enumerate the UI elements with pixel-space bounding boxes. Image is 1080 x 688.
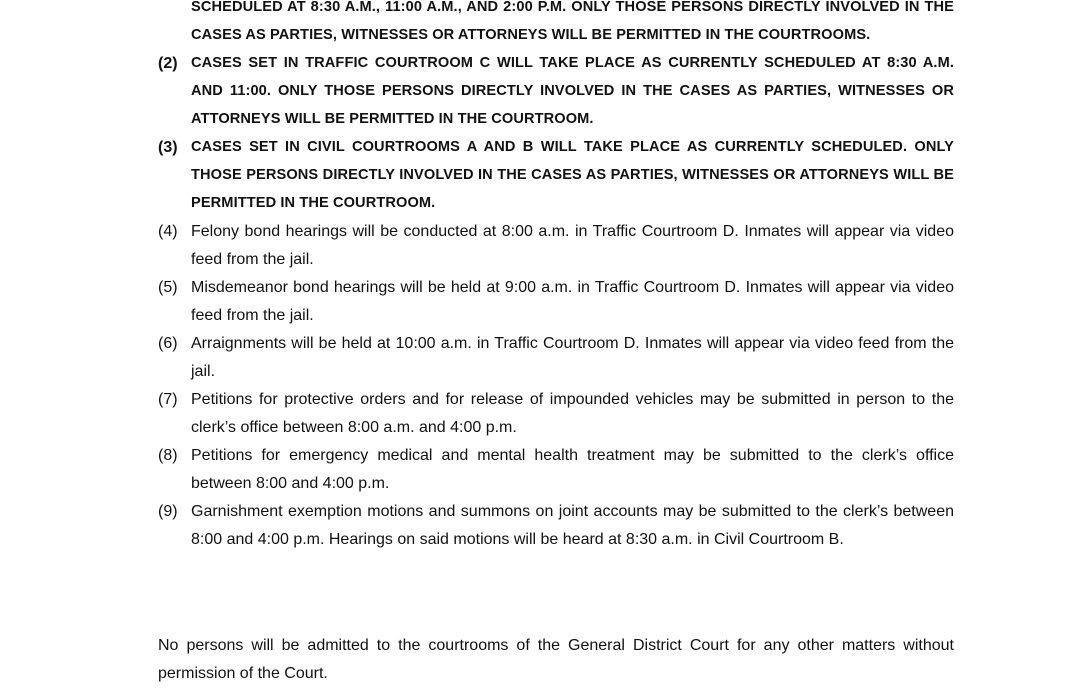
item-text: CASES SET IN TRAFFIC COURTROOM C WILL TAKE PLACE AS CURRENTLY SCHEDULED AT 8:30 A.M. AND 11:00. ONLY THOSE PERSONS DIRECTLY INVOLVED IN THE CASES AS PARTIES, WITNESSES OR ATTORNEYS WILL BE PERMITTED IN THE COURTROOM.: [191, 55, 954, 127]
item-text: CASES SET IN CIVIL COURTROOMS A AND B WILL TAKE PLACE AS CURRENTLY SCHEDULED. ONLY THOSE PERSONS DIRECTLY INVOLVED IN THE CASES AS PARTIES, WITNESSES OR ATTORNEYS WILL BE PERMITTED IN THE COURTROOM.: [191, 138, 954, 211]
item-text: Misdemeanor bond hearings will be held at 9:00 a.m. in Traffic Courtroom D. Inmates will appear via video feed from the jail.: [191, 278, 954, 324]
item-number: (2): [158, 55, 178, 73]
item-text: Arraignments will be held at 10:00 a.m. in Traffic Courtroom D. Inmates will appear via video feed from the jail.: [191, 335, 954, 380]
list-item: [158, 50, 954, 133]
list-item: [158, 386, 954, 442]
list-item: [158, 330, 954, 386]
item-number: (5): [158, 278, 178, 296]
item-number: (4): [158, 222, 178, 240]
list-item: [158, 134, 954, 217]
item-number: (9): [158, 503, 178, 521]
item-number: (3): [158, 138, 178, 156]
item-text: Petitions for emergency medical and mental health treatment may be submitted to the clerk’s office between 8:00 and 4:00 p.m.: [191, 447, 954, 493]
item-text: Petitions for protective orders and for release of impounded vehicles may be submitted in person to the clerk’s office between 8:00 a.m. and 4:00 p.m.: [191, 391, 954, 436]
closing-paragraph: No persons will be admitted to the courtrooms of the General District Court for any other matters without permission of the Court.: [158, 637, 954, 682]
list-item: [158, 274, 954, 330]
list-item: [158, 0, 954, 50]
item-number: (8): [158, 447, 178, 465]
item-text: SCHEDULED AT 8:30 A.M., 11:00 A.M., AND 2:00 P.M. ONLY THOSE PERSONS DIRECTLY INVOLVED IN THE CASES AS PARTIES, WITNESSES OR ATTORNEYS WILL BE PERMITTED IN THE COURTROOMS.: [191, 0, 954, 43]
item-number: (7): [158, 391, 178, 409]
item-text: Garnishment exemption motions and summons on joint accounts may be submitted to the clerk’s between 8:00 and 4:00 p.m. Hearings on said motions will be heard at 8:30 a.m. in Civil Courtroom B.: [191, 503, 954, 549]
item-number: [158, 0, 191, 50]
list-item: [158, 442, 954, 498]
item-number: (6): [158, 335, 178, 353]
list-item: [158, 498, 954, 554]
item-text: Felony bond hearings will be conducted at 8:00 a.m. in Traffic Courtroom D. Inmates will appear via video feed from the jail.: [191, 222, 954, 268]
list-item: [158, 218, 954, 274]
court-procedures-list: [158, 0, 954, 554]
